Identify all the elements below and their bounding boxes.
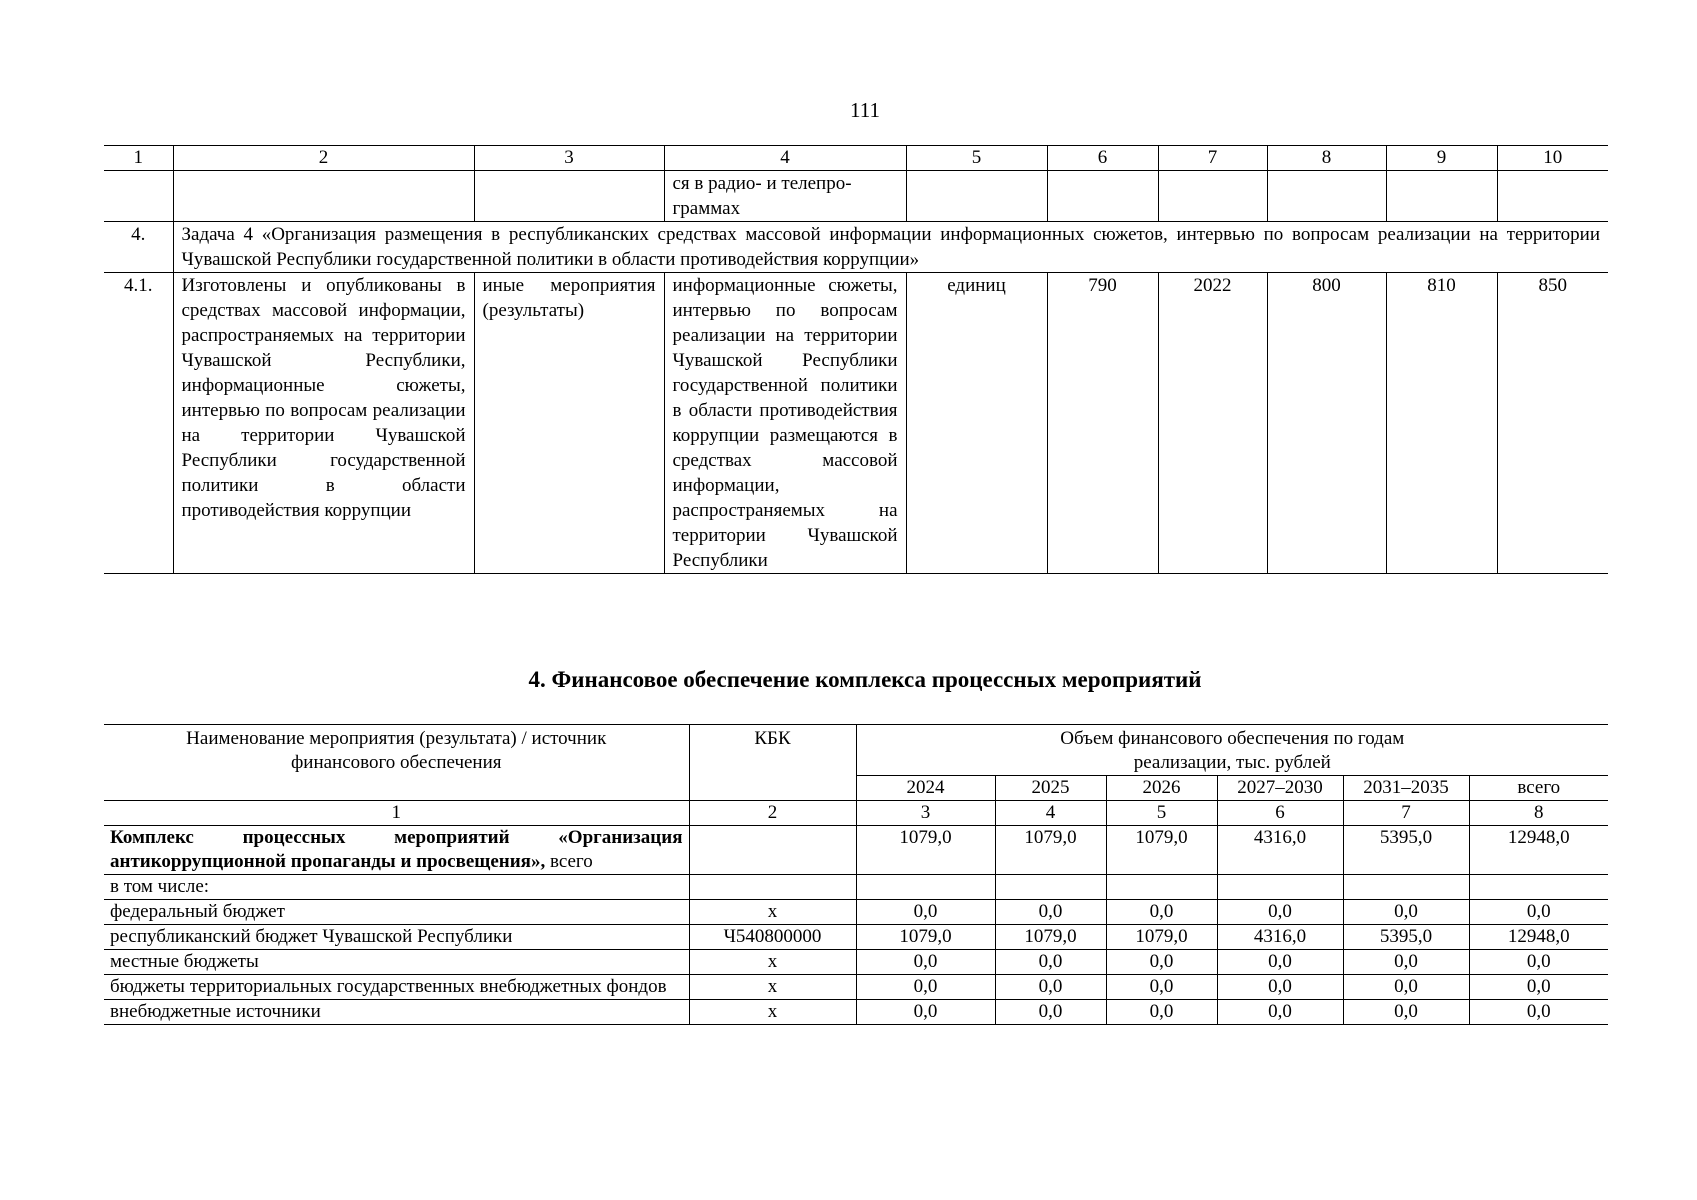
col-number: 1 (104, 801, 689, 826)
total-value: 4316,0 (1217, 826, 1343, 875)
header-volume: Объем финансового обеспечения по годам реализации, тыс. рублей (856, 725, 1608, 776)
col-number: 5 (1106, 801, 1217, 826)
col-number: 3 (856, 801, 995, 826)
col-number: 4 (995, 801, 1106, 826)
header-row (104, 725, 1608, 776)
source-name: внебюджетные источники (104, 1000, 689, 1025)
source-row (104, 950, 1608, 975)
source-name: республиканский бюджет Чувашской Республики (104, 925, 689, 950)
total-value: 12948,0 (1469, 826, 1608, 875)
including-label: в том числе: (104, 875, 689, 900)
source-kbk: х (689, 1000, 856, 1025)
source-value: 1079,0 (1106, 925, 1217, 950)
source-row (104, 975, 1608, 1000)
source-name: местные бюджеты (104, 950, 689, 975)
total-row-suffix: всего (545, 851, 593, 872)
including-row (104, 875, 1608, 900)
total-row-name (104, 826, 689, 875)
col-number: 1 (104, 146, 173, 171)
task-text: Задача 4 «Организация размещения в республиканских средствах массовой информации информационных сюжетов, интервью по вопросам реализации на территории Чувашской Республики государственной политики в области противодействия коррупции» (173, 222, 1608, 273)
source-row (104, 925, 1608, 950)
item-unit: единиц (906, 273, 1047, 574)
source-value: 0,0 (1343, 975, 1469, 1000)
col-number: 7 (1343, 801, 1469, 826)
col-number: 3 (474, 146, 664, 171)
col-number: 2 (173, 146, 474, 171)
total-value: 1079,0 (995, 826, 1106, 875)
column-number-row (104, 146, 1608, 171)
source-value: 1079,0 (856, 925, 995, 950)
task-number: 4. (104, 222, 173, 273)
source-value: 0,0 (995, 900, 1106, 925)
col-number: 2 (689, 801, 856, 826)
source-value: 0,0 (1217, 950, 1343, 975)
col-number: 9 (1386, 146, 1497, 171)
source-kbk: х (689, 950, 856, 975)
source-kbk: х (689, 975, 856, 1000)
source-value: 4316,0 (1217, 925, 1343, 950)
source-value: 0,0 (1469, 1000, 1608, 1025)
source-value: 0,0 (856, 975, 995, 1000)
year-header: 2024 (856, 776, 995, 801)
source-value: 12948,0 (1469, 925, 1608, 950)
item-name: Изготовлены и опубликованы в средствах массовой информации, распространяемых на территории Чувашской Республики, информационные сюжеты, интервью по вопросам реализации на территории Чувашской Республики государственной политики в области противодействия коррупции (173, 273, 474, 574)
source-value: 0,0 (1217, 1000, 1343, 1025)
total-row-title: Комплекс процессных мероприятий «Организация антикоррупционной пропаганды и просвещения», (110, 827, 683, 872)
col-number: 7 (1158, 146, 1267, 171)
source-value: 0,0 (1106, 1000, 1217, 1025)
source-value: 1079,0 (995, 925, 1106, 950)
year-header: 2027–2030 (1217, 776, 1343, 801)
source-value: 0,0 (1469, 900, 1608, 925)
source-value: 5395,0 (1343, 925, 1469, 950)
source-value: 0,0 (1106, 950, 1217, 975)
col-number: 8 (1469, 801, 1608, 826)
source-value: 0,0 (1343, 1000, 1469, 1025)
source-name: бюджеты территориальных государственных внебюджетных фондов (104, 975, 689, 1000)
source-value: 0,0 (1106, 900, 1217, 925)
source-value: 0,0 (995, 1000, 1106, 1025)
col-number: 10 (1497, 146, 1608, 171)
task-row (104, 222, 1608, 273)
source-value: 0,0 (856, 1000, 995, 1025)
item-value-2025: 810 (1386, 273, 1497, 574)
col-number: 6 (1217, 801, 1343, 826)
header-kbk: КБК (689, 725, 856, 801)
item-value-2024: 800 (1267, 273, 1386, 574)
col-number: 6 (1047, 146, 1158, 171)
total-row (104, 826, 1608, 875)
source-value: 0,0 (995, 950, 1106, 975)
source-value: 0,0 (1469, 975, 1608, 1000)
item-base-value: 790 (1047, 273, 1158, 574)
item-row (104, 273, 1608, 574)
section-title: 4. Финансовое обеспечение комплекса процессных мероприятий (528, 667, 1202, 692)
total-row-kbk (689, 826, 856, 875)
col-number: 8 (1267, 146, 1386, 171)
source-value: 0,0 (1217, 975, 1343, 1000)
source-row (104, 900, 1608, 925)
col-number: 5 (906, 146, 1047, 171)
source-kbk: х (689, 900, 856, 925)
source-kbk: Ч540800000 (689, 925, 856, 950)
source-value: 0,0 (1469, 950, 1608, 975)
year-header: 2026 (1106, 776, 1217, 801)
year-header: 2031–2035 (1343, 776, 1469, 801)
year-header: всего (1469, 776, 1608, 801)
source-name: федеральный бюджет (104, 900, 689, 925)
year-header: 2025 (995, 776, 1106, 801)
source-value: 0,0 (1217, 900, 1343, 925)
financing-table (104, 724, 1608, 1025)
source-value: 0,0 (1343, 950, 1469, 975)
item-number: 4.1. (104, 273, 173, 574)
total-value: 1079,0 (1106, 826, 1217, 875)
total-value: 1079,0 (856, 826, 995, 875)
continuation-text: ся в радио- и телепро- граммах (664, 171, 906, 222)
page-number: 111 (850, 98, 880, 122)
item-characteristic: информационные сюжеты, интервью по вопросам реализации на территории Чувашской Республики государственной политики в области противодействия коррупции размещаются в средствах массовой информации, распространяемых на территории Чувашской Республики (664, 273, 906, 574)
item-type: иные мероприятия (результаты) (474, 273, 664, 574)
source-value: 0,0 (1343, 900, 1469, 925)
source-value: 0,0 (856, 950, 995, 975)
item-base-year: 2022 (1158, 273, 1267, 574)
header-name: Наименование мероприятия (результата) / источник финансового обеспечения (104, 725, 689, 801)
source-row (104, 1000, 1608, 1025)
source-value: 0,0 (1106, 975, 1217, 1000)
col-number: 4 (664, 146, 906, 171)
source-value: 0,0 (856, 900, 995, 925)
indicators-table (104, 145, 1608, 574)
continuation-row (104, 171, 1608, 222)
total-value: 5395,0 (1343, 826, 1469, 875)
source-value: 0,0 (995, 975, 1106, 1000)
item-value-2026: 850 (1497, 273, 1608, 574)
column-number-row (104, 801, 1608, 826)
